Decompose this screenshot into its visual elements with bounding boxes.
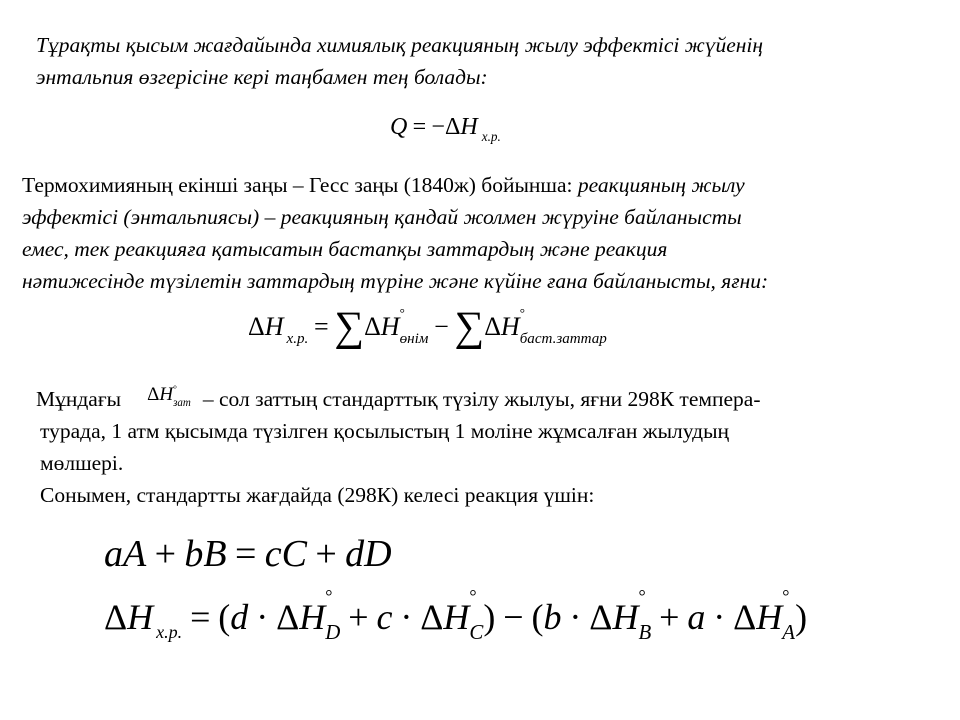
eq4-sub-B: B (638, 620, 652, 645)
eq4-sub-xr: х.р. (156, 622, 183, 642)
eq2-delta-2: Δ (364, 312, 381, 341)
equation-reaction-enthalpy (104, 586, 808, 645)
eq4-dot-1: · (256, 597, 269, 637)
eq4-plus-2: + (659, 597, 680, 637)
equation-reaction (104, 532, 392, 576)
eq2-sum-1: ∑ (334, 302, 365, 349)
eq1-equals: = (412, 114, 427, 140)
eq2-sum-2: ∑ (454, 302, 485, 349)
eq4-H-A: H (756, 597, 783, 637)
eq1-Q: Q (390, 114, 408, 140)
eq4-rparen-1: ) (483, 597, 496, 637)
paragraph-1-line-2: энтальпия өзгерісіне кері таңбамен тең болады: (36, 65, 488, 89)
eq2-H-2: H (380, 312, 400, 341)
hess-law-intro: Термохимияның екінші заңы – Гесс заңы (1840ж) бойынша: (22, 173, 578, 197)
eq4-dot-3: · (569, 597, 582, 637)
eq4-H-C: H (443, 597, 470, 637)
inline-degree: ° (173, 384, 177, 395)
eq2-delta-3: Δ (484, 312, 501, 341)
eq3-species-C: C (281, 533, 307, 575)
eq2-degree-2: ° (519, 304, 525, 320)
eq1-H: H (460, 114, 478, 140)
eq2-sub-product: өнім (399, 330, 429, 347)
eq1-subscript: х.р. (481, 129, 501, 145)
eq3-species-B: B (203, 533, 227, 575)
eq4-dot-4: · (713, 597, 726, 637)
paragraph-2-line-3: емес, тек реакцияға қатысатын бастапқы заттардың және реакция (22, 237, 668, 261)
eq4-dot-2: · (400, 597, 413, 637)
eq3-coef-c: c (264, 533, 282, 575)
eq3-coef-d: d (345, 533, 365, 575)
eq2-minus: − (434, 312, 449, 341)
paragraph-2-line-1 (22, 170, 745, 200)
eq4-coef-b: b (543, 597, 562, 637)
inline-sub-substance: зат (173, 396, 191, 409)
eq3-plus-1: + (154, 533, 177, 575)
hess-law-statement-start: реакцияның жылу (577, 173, 745, 197)
eq1-minus: − (431, 114, 445, 140)
eq1-delta: Δ (444, 114, 461, 140)
eq4-lparen-2: ( (531, 597, 544, 637)
eq4-delta-D: Δ (276, 597, 300, 637)
eq2-sub-xr: х.р. (286, 330, 309, 347)
paragraph-3-line-3: мөлшері. (40, 451, 124, 475)
eq2-degree-1: ° (399, 304, 405, 320)
paragraph-3-line-1 (36, 384, 760, 418)
paragraph-3-line-2: турада, 1 атм қысымда түзілген қосылыстың 1 моліне жұмсалған жылудың (40, 419, 730, 443)
eq4-equals: = (190, 597, 211, 637)
eq4-plus-1: + (348, 597, 369, 637)
eq3-coef-a: a (104, 533, 123, 575)
eq2-delta: Δ (248, 312, 265, 341)
eq3-species-A: A (123, 533, 147, 575)
eq4-H: H (127, 597, 154, 637)
eq4-degree-B: ° (638, 586, 646, 607)
equation-enthalpy-heat (390, 114, 501, 145)
eq3-coef-b: b (184, 533, 204, 575)
eq4-coef-a: a (687, 597, 706, 637)
paragraph-1-line-1: Тұрақты қысым жағдайында химиялық реакцияның жылу эффектісі жүйенің (36, 33, 764, 57)
eq4-coef-c: c (376, 597, 393, 637)
eq4-sub-D: D (325, 620, 341, 645)
where-label: Мұндағы (36, 387, 122, 411)
paragraph-2-line-4: нәтижесінде түзілетін заттардың түріне және күйіне ғана байланысты, яғни: (22, 269, 769, 293)
eq3-equals: = (234, 533, 257, 575)
eq4-H-B: H (612, 597, 639, 637)
eq4-delta: Δ (104, 597, 128, 637)
eq4-degree-D: ° (325, 586, 333, 607)
eq4-sub-A: A (782, 620, 796, 645)
inline-H: H (159, 384, 174, 405)
eq4-delta-A: Δ (733, 597, 757, 637)
eq2-H-3: H (500, 312, 520, 341)
eq2-H: H (264, 312, 284, 341)
equation-hess-law (248, 302, 607, 349)
eq4-minus: − (503, 597, 524, 637)
inline-delta: Δ (147, 384, 160, 405)
inline-formation-enthalpy (147, 380, 191, 412)
eq4-coef-d: d (230, 597, 249, 637)
paragraph-2-line-2: эффектісі (энтальпиясы) – реакцияның қандай жолмен жүруіне байланысты (22, 205, 742, 229)
paragraph-3-line-4: Сонымен, стандартты жағдайда (298К) келесі реакция үшін: (40, 483, 595, 507)
eq4-degree-C: ° (469, 586, 477, 607)
eq4-delta-B: Δ (589, 597, 613, 637)
eq4-lparen-1: ( (218, 597, 231, 637)
formation-heat-definition: – сол заттың стандарттық түзілу жылуы, яғни 298К темпера- (202, 387, 761, 411)
eq4-degree-A: ° (782, 586, 790, 607)
eq3-plus-2: + (315, 533, 337, 575)
eq4-sub-C: C (469, 620, 484, 645)
eq4-H-D: H (299, 597, 326, 637)
eq2-equals: = (314, 312, 329, 341)
eq4-delta-C: Δ (420, 597, 444, 637)
eq4-rparen-2: ) (795, 597, 808, 637)
eq3-species-D: D (364, 533, 392, 575)
eq2-sub-reactants: баст.заттар (519, 330, 607, 347)
